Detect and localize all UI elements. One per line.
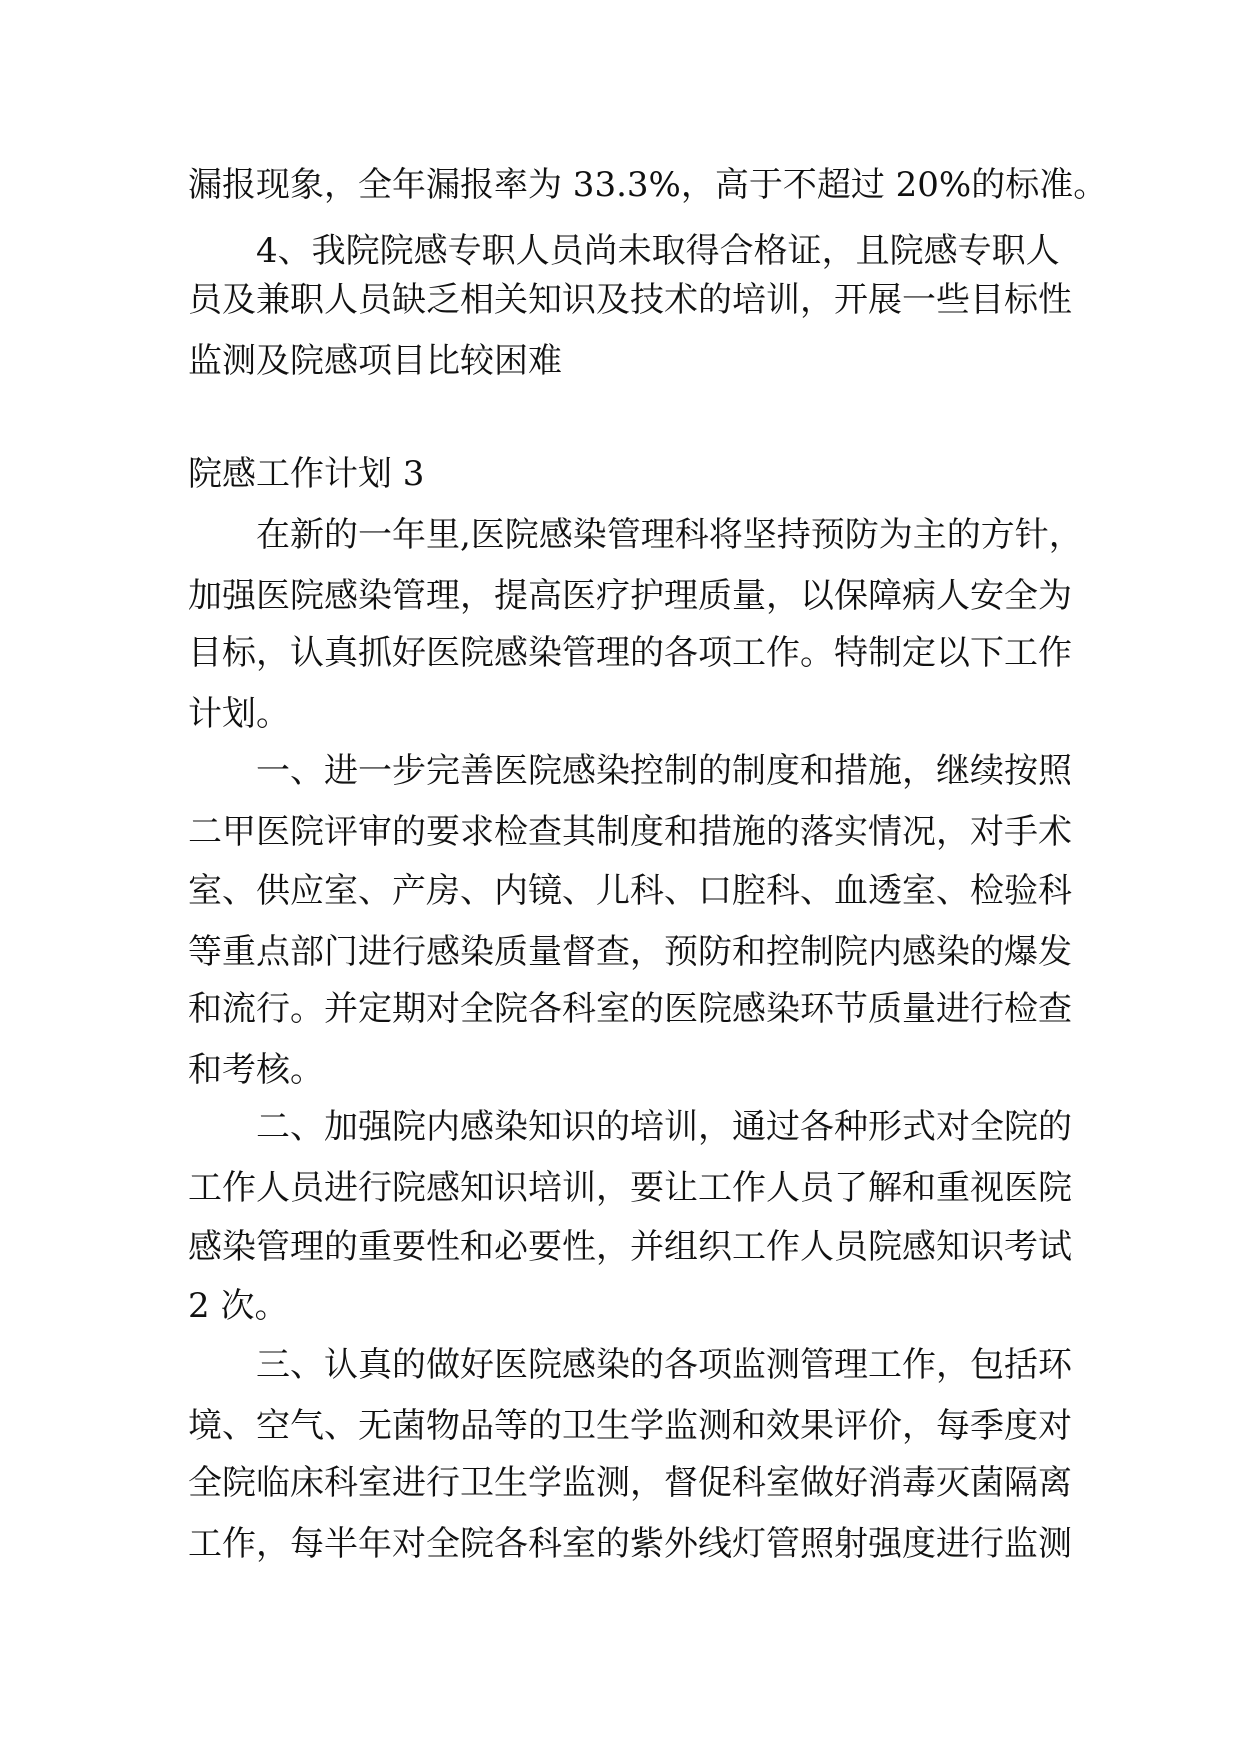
line-text: 境、空气、无菌物品等的卫生学监测和效果评价，每季度对	[188, 1406, 1072, 1446]
line-text: 三、认真的做好医院感染的各项监测管理工作，包括环	[256, 1345, 1072, 1385]
text-line	[0, 1214, 1241, 1280]
line-text: 二甲医院评审的要求检查其制度和措施的落实情况，对手术	[188, 812, 1072, 852]
line-text: 漏报现象，全年漏报率为 33.3%，高于不超过 20%的标准。	[188, 165, 1108, 205]
text-line	[0, 858, 1241, 924]
line-text: 和流行。并定期对全院各科室的医院感染环节质量进行检查	[188, 989, 1072, 1029]
text-line	[0, 1094, 1241, 1160]
line-text: 监测及院感项目比较困难	[188, 341, 562, 381]
line-text: 全院临床科室进行卫生学监测，督促科室做好消毒灭菌隔离	[188, 1463, 1072, 1503]
line-text: 感染管理的重要性和必要性，并组织工作人员院感知识考试	[188, 1227, 1072, 1267]
line-text: 等重点部门进行感染质量督查，预防和控制院内感染的爆发	[188, 932, 1072, 972]
line-text: 二、加强院内感染知识的培训，通过各种形式对全院的	[256, 1107, 1072, 1147]
line-text: 2 次。	[188, 1286, 289, 1326]
line-text: 计划。	[188, 694, 290, 734]
text-line	[0, 152, 1241, 218]
line-text: 目标，认真抓好医院感染管理的各项工作。特制定以下工作	[188, 633, 1072, 673]
line-text: 工作人员进行院感知识培训，要让工作人员了解和重视医院	[188, 1168, 1072, 1208]
text-line	[0, 1450, 1241, 1516]
text-line	[0, 502, 1241, 568]
text-line	[0, 976, 1241, 1042]
line-text: 加强医院感染管理，提高医疗护理质量，以保障病人安全为	[188, 576, 1072, 616]
line-text: 4、我院院感专职人员尚未取得合格证，且院感专职人	[256, 231, 1060, 271]
line-text: 工作，每半年对全院各科室的紫外线灯管照射强度进行监测	[188, 1524, 1072, 1564]
text-line	[0, 1155, 1241, 1221]
text-line	[0, 1511, 1241, 1577]
text-line	[0, 620, 1241, 686]
line-text: 室、供应室、产房、内镜、儿科、口腔科、血透室、检验科	[188, 871, 1072, 911]
line-text: 和考核。	[188, 1050, 324, 1090]
text-line	[0, 267, 1241, 333]
text-line	[0, 1332, 1241, 1398]
text-line	[0, 328, 1241, 394]
line-text: 员及兼职人员缺乏相关知识及技术的培训，开展一些目标性	[188, 280, 1072, 320]
text-line	[0, 738, 1241, 804]
text-line	[0, 799, 1241, 865]
text-line	[0, 1273, 1241, 1339]
section-heading	[0, 441, 1241, 507]
line-text: 在新的一年里,医院感染管理科将坚持预防为主的方针，	[256, 515, 1083, 555]
line-text: 一、进一步完善医院感染控制的制度和措施，继续按照	[256, 751, 1072, 791]
heading-text: 院感工作计划 3	[188, 454, 425, 494]
